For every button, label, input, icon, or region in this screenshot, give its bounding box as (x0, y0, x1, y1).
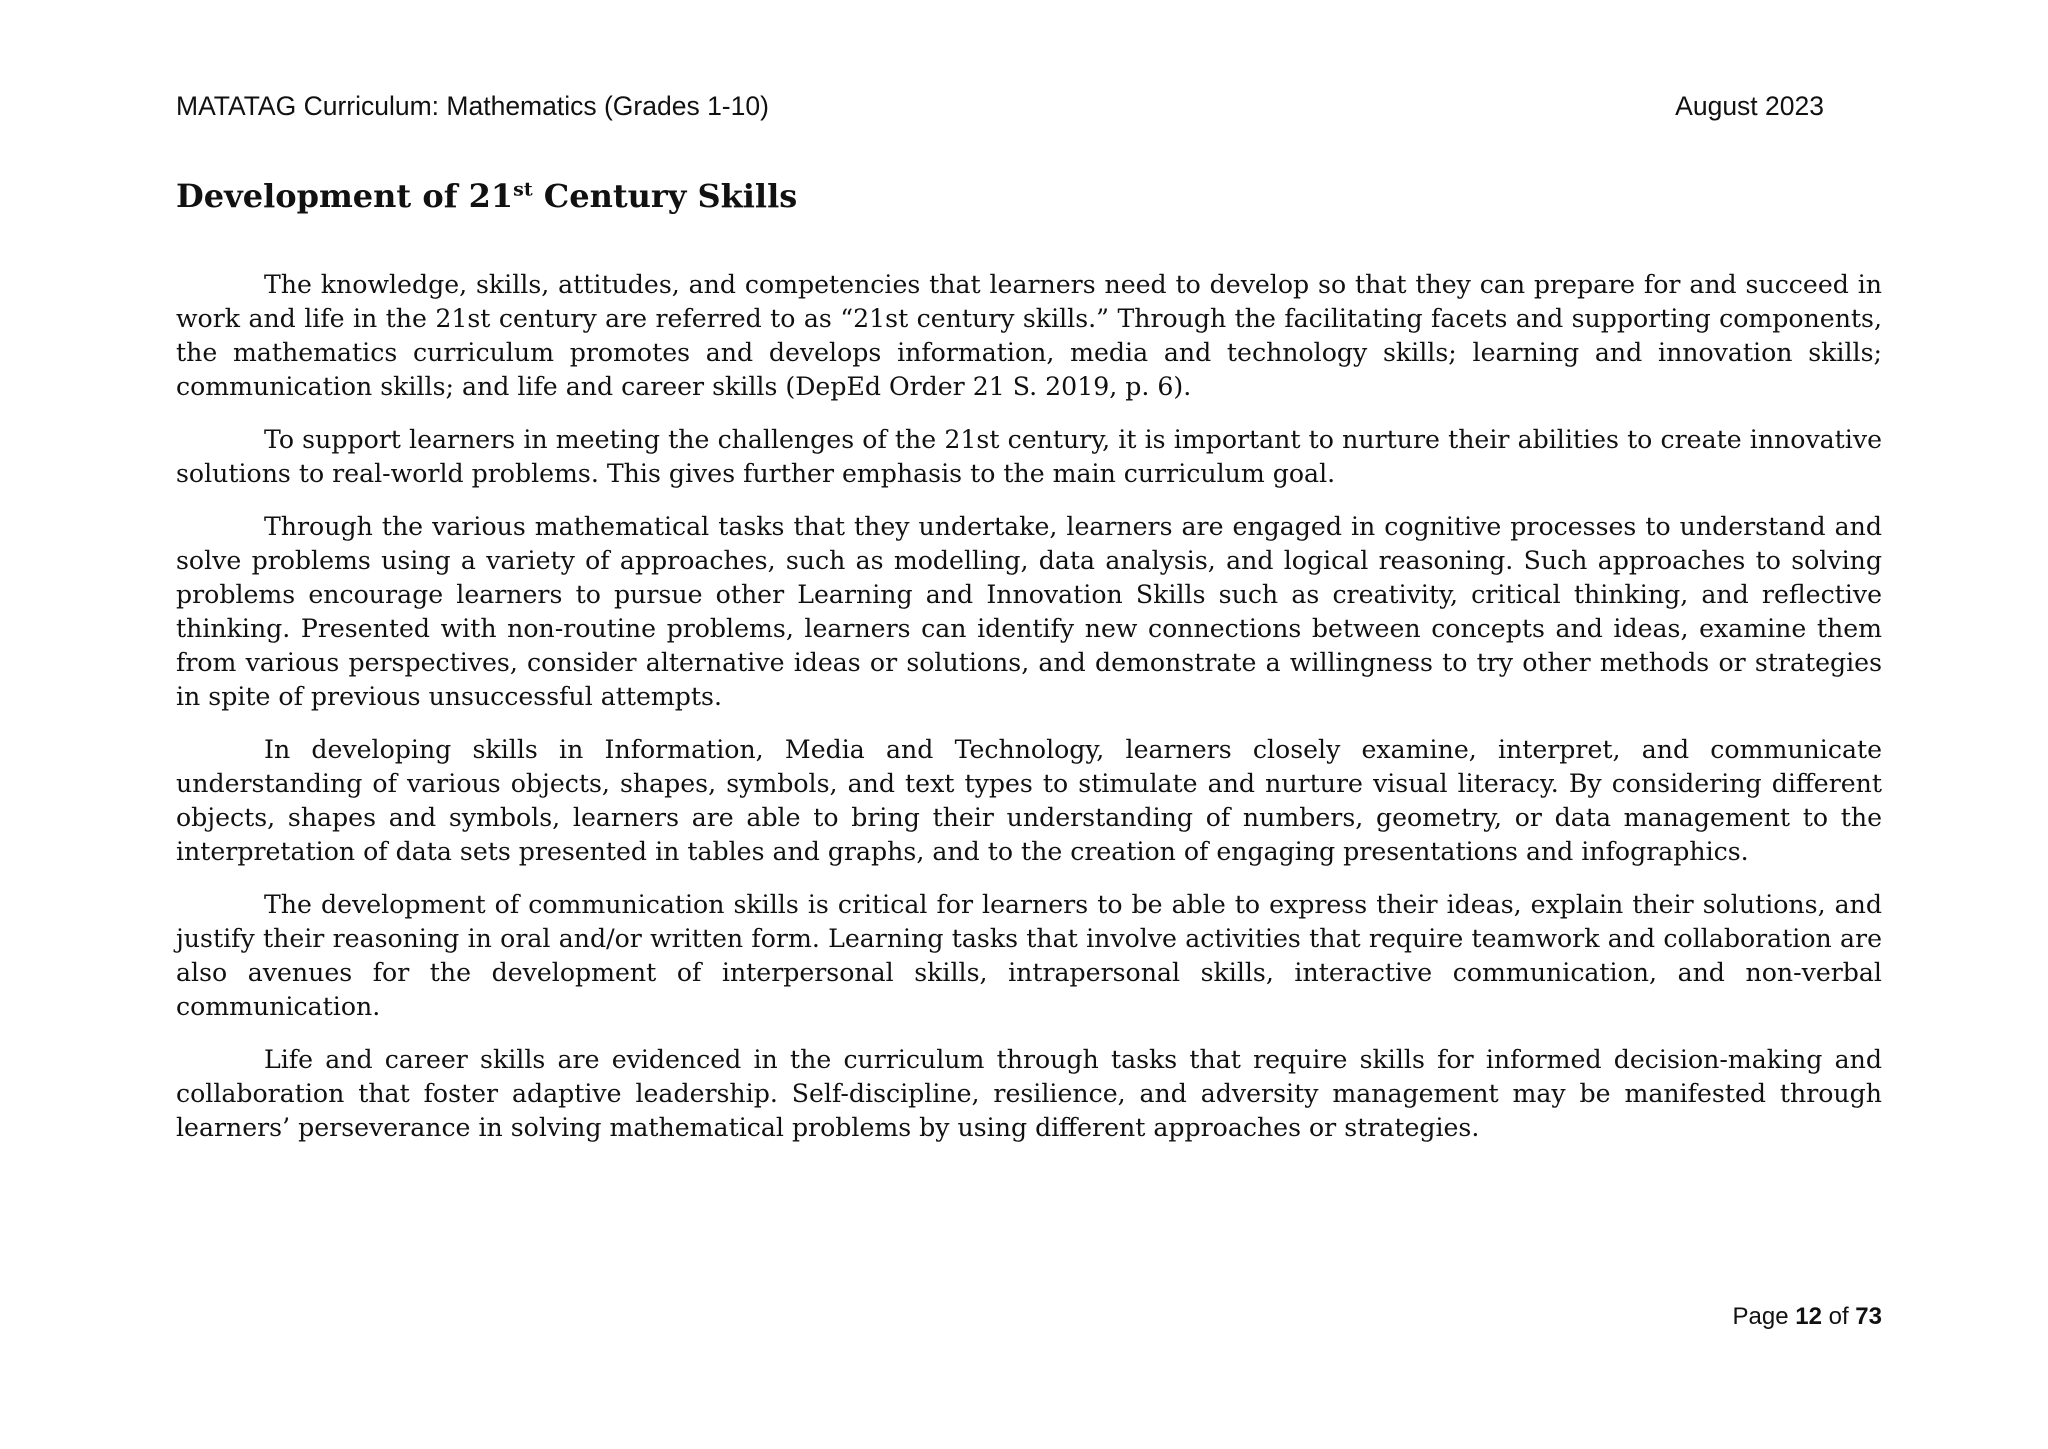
section-body (176, 268, 1882, 1164)
footer-total-pages: 73 (1855, 1303, 1882, 1330)
section-title-main: Development of 21 (176, 177, 514, 215)
body-paragraph: Through the various mathematical tasks that they undertake, learners are engaged in cognitive processes to understand and solve problems using a variety of approaches, such as modelling, data analysis, and logical reasoning. Such approaches to solving problems encourage learners to pursue other Learning and Innovation Skills such as creativity, critical thinking, and reflective thinking. Presented with non-routine problems, learners can identify new connections between concepts and ideas, examine them from various perspectives, consider alternative ideas or solutions, and demonstrate a willingness to try other methods or strategies in spite of previous unsuccessful attempts. (176, 512, 1882, 711)
body-paragraph: Life and career skills are evidenced in the curriculum through tasks that require skills for informed decision-making and collaboration that foster adaptive leadership. Self-discipline, resilience, and adversity management may be manifested through learners’ perseverance in solving mathematical problems by using different approaches or strategies. (176, 1045, 1882, 1142)
header-date: August 2023 (1675, 91, 1824, 121)
body-paragraph: In developing skills in Information, Media and Technology, learners closely examine, interpret, and communicate understanding of various objects, shapes, symbols, and text types to stimulate and nurture visual literacy. By considering different objects, shapes and symbols, learners are able to bring their understanding of numbers, geometry, or data management to the interpretation of data sets presented in tables and graphs, and to the creation of engaging presentations and infographics. (176, 735, 1882, 866)
section-title (176, 172, 797, 220)
section-title-rest: Century Skills (532, 177, 798, 215)
header-document-title: MATATAG Curriculum: Mathematics (Grades 1-10) (176, 91, 769, 121)
body-paragraph: The development of communication skills is critical for learners to be able to express their ideas, explain their solutions, and justify their reasoning in oral and/or written form. Learning tasks that involve activities that require teamwork and collaboration are also avenues for the development of interpersonal skills, intrapersonal skills, interactive communication, and non-verbal communication. (176, 890, 1882, 1021)
footer-page-word: Page (1732, 1303, 1789, 1330)
body-paragraph: The knowledge, skills, attitudes, and competencies that learners need to develop so that they can prepare for and succeed in work and life in the 21st century are referred to as “21st century skills.” Through the facilitating facets and supporting components, the mathematics curriculum promotes and develops information, media and technology skills; learning and innovation skills; communication skills; and life and career skills (DepEd Order 21 S. 2019, p. 6). (176, 270, 1882, 401)
section-title-superscript: st (513, 178, 533, 201)
page-footer (1733, 1301, 1883, 1333)
page-header (176, 88, 1824, 124)
body-paragraph: To support learners in meeting the challenges of the 21st century, it is important to nurture their abilities to create innovative solutions to real-world problems. This gives further emphasis to the main curriculum goal. (176, 425, 1882, 488)
footer-page-number: 12 (1795, 1303, 1822, 1330)
footer-of-word: of (1828, 1303, 1849, 1330)
